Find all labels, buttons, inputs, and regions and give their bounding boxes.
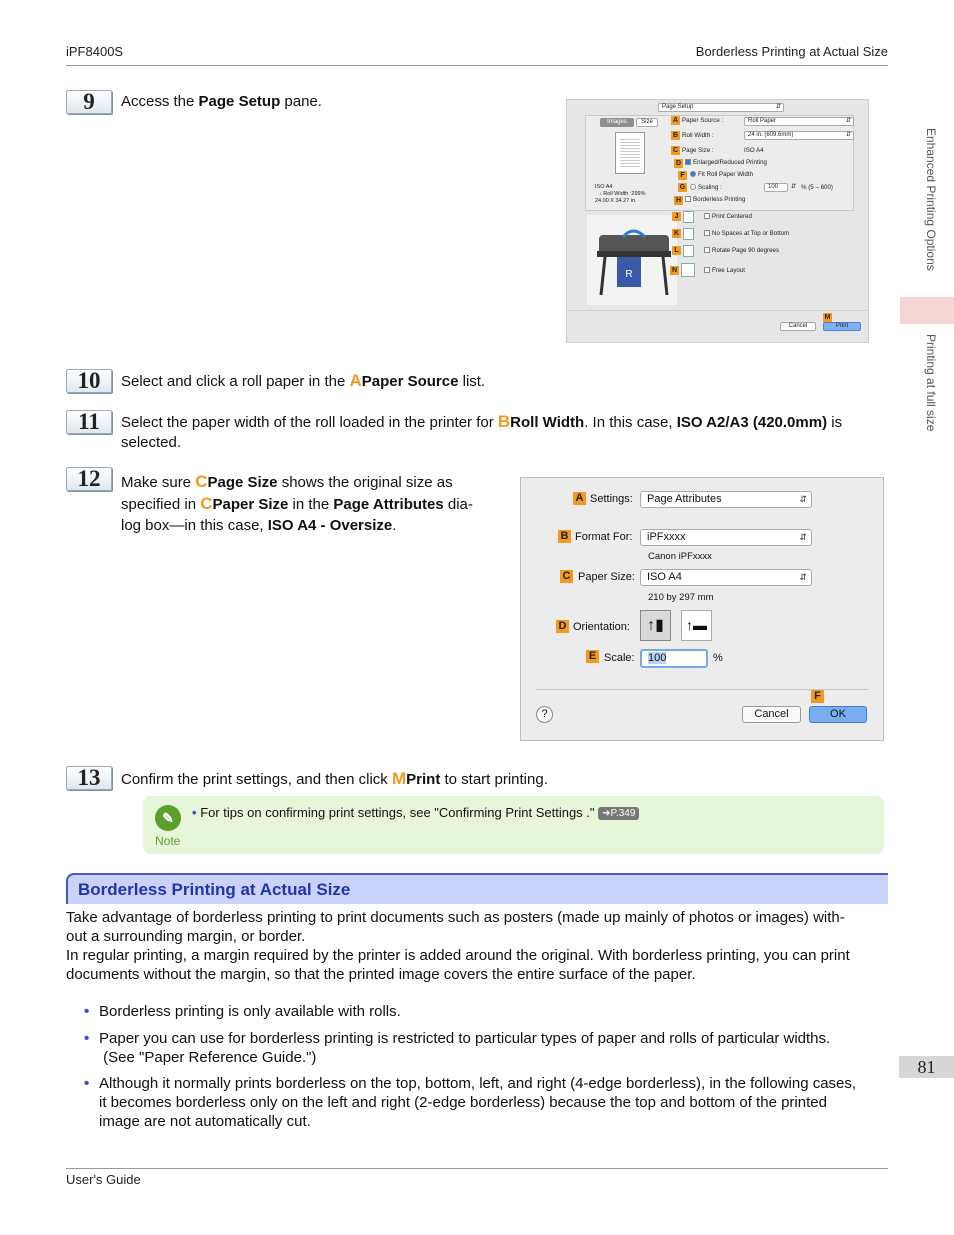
preview-info-line: Roll Width :299% — [603, 191, 646, 197]
enlarged-reduced-checkbox[interactable] — [685, 159, 767, 167]
borderless-checkbox[interactable] — [685, 196, 745, 204]
step-bold-term: Print — [406, 771, 441, 788]
no-spaces-checkbox[interactable] — [704, 230, 789, 238]
section-title: Borderless Printing at Actual Size — [78, 880, 351, 899]
help-button[interactable]: ? — [536, 706, 553, 723]
callout-letter: E — [586, 650, 599, 663]
ok-button[interactable]: OK — [809, 706, 867, 723]
note-body: For tips on confirming print settings, see "Confirming Print Settings ." — [200, 805, 595, 820]
borderless-label: Borderless Printing — [693, 196, 746, 203]
scale-input[interactable] — [640, 649, 708, 668]
callout-letter: F — [811, 690, 824, 703]
step-text — [121, 371, 485, 392]
step-number: 9 — [66, 90, 112, 114]
step-text — [121, 412, 888, 453]
scale-label: Scale: — [604, 652, 635, 664]
page-number: 81 — [899, 1056, 954, 1078]
paper-size-value: ISO A4 — [647, 571, 682, 583]
format-for-select[interactable] — [640, 529, 812, 546]
divider — [567, 310, 868, 311]
step-text-part: . — [392, 517, 397, 534]
callout-letter: N — [671, 267, 678, 274]
orientation-label: Orientation: — [573, 621, 630, 633]
step-text-part: Access the — [121, 93, 199, 110]
step-bold-term: ISO A4 - Oversize — [267, 517, 393, 534]
callout-letter: J — [672, 212, 681, 221]
step-text-part: log box—in this case, — [121, 517, 268, 534]
paper-size-select[interactable] — [640, 569, 812, 586]
step-text — [121, 92, 322, 112]
preview-info: ISO A4 ↓ Roll Width :299% 24.00 X 34.27 in. — [595, 184, 646, 204]
step-text-part: shows the original size as — [277, 474, 453, 491]
rotate-page-icon — [683, 245, 694, 257]
settings-label: Settings: — [590, 493, 633, 505]
print-button[interactable]: Print — [823, 322, 861, 331]
format-for-detail: Canon iPFxxxx — [648, 551, 712, 562]
tab-size[interactable]: Size — [636, 118, 658, 127]
checkbox-icon — [685, 196, 691, 202]
step-text-part: Select the paper width of the roll loaded in the printer for — [121, 414, 498, 431]
callout-letter: C — [672, 147, 679, 154]
checkbox-icon — [704, 267, 710, 273]
settings-select[interactable] — [640, 491, 812, 508]
cancel-button[interactable]: Cancel — [742, 706, 801, 723]
scaling-radio[interactable] — [690, 184, 722, 192]
paper-source-value: Roll Paper — [748, 118, 777, 124]
list-item-text — [99, 1029, 889, 1067]
scale-unit: % — [713, 652, 723, 664]
roll-width-value: 24 in. (609.6mm) — [748, 132, 794, 138]
portrait-icon: ↑▮ — [647, 617, 664, 634]
paper-size-label: Paper Size: — [578, 571, 635, 583]
fit-roll-width-label: Fit Roll Paper Width — [698, 171, 754, 178]
header-rule — [66, 65, 888, 66]
page-preview — [615, 132, 645, 174]
callout-letter: G — [679, 184, 686, 191]
landscape-icon: ↑▬ — [686, 617, 707, 633]
step-text-part: Select and click a roll paper in the — [121, 373, 350, 390]
list-item-line: image are not automatically cut. — [99, 1113, 311, 1130]
header-product: iPF8400S — [66, 44, 124, 59]
checkbox-icon — [704, 230, 710, 236]
callout-letter: M — [824, 314, 831, 321]
callout-letter: A — [573, 492, 586, 505]
page-reference-link[interactable]: ➔P.349 — [598, 807, 639, 820]
list-item-text: Borderless printing is only available with rolls. — [99, 1003, 401, 1020]
paragraph-line: Take advantage of borderless printing to print documents such as posters (made up mainly of photos or images) with- — [66, 909, 845, 926]
step-text-part: . In this case, — [584, 414, 677, 431]
callout-letter: B — [558, 530, 571, 543]
pane-select[interactable]: Page Setup ⇵ — [658, 103, 784, 112]
radio-icon — [690, 171, 696, 177]
print-centered-label: Print Centered — [712, 213, 752, 220]
callout-letter: C — [200, 494, 213, 513]
print-centered-icon — [683, 211, 694, 223]
step-number: 13 — [66, 766, 112, 790]
page-size-value: ISO A4 — [744, 147, 764, 154]
bullet-dot: • — [84, 1075, 90, 1092]
list-item-line: (See "Paper Reference Guide.") — [99, 1049, 317, 1066]
paper-source-select[interactable]: Roll Paper ⇵ — [744, 117, 854, 126]
scaling-input[interactable]: 100 — [764, 183, 788, 192]
callout-letter: K — [673, 230, 680, 237]
step-text-part: selected. — [121, 434, 182, 451]
checkbox-icon — [704, 213, 710, 219]
callout-letter: H — [675, 197, 682, 204]
step-text-part: to start printing. — [440, 771, 548, 788]
step-text-part: Make sure — [121, 474, 196, 491]
callout-letter: L — [672, 246, 681, 255]
callout-letter: B — [497, 412, 511, 431]
list-item-line: it becomes borderless only on the left and right (2-edge borderless) because the top and bottom of the printed — [99, 1094, 827, 1111]
footer-rule — [66, 1168, 888, 1169]
step-number: 11 — [66, 410, 112, 434]
scale-value: 100 — [648, 652, 667, 664]
tab-images[interactable]: Images — [600, 118, 634, 127]
callout-letter: D — [675, 160, 682, 167]
page-setup-screenshot — [566, 99, 869, 343]
step-bold-term: Roll Width — [510, 414, 585, 431]
step-text — [121, 769, 548, 790]
no-spaces-icon — [683, 228, 694, 240]
paper-source-label: Paper Source : — [682, 117, 724, 124]
preview-info-line: ISO A4 — [595, 184, 613, 190]
format-for-value: iPFxxxx — [647, 531, 686, 543]
scaling-stepper[interactable]: ⇵ — [791, 183, 797, 190]
step-bold-term: ISO A2/A3 (420.0mm) — [676, 414, 828, 431]
step-bold-term: Page Size — [207, 474, 278, 491]
callout-letter: A — [672, 117, 679, 124]
callout-letter: B — [672, 132, 679, 139]
step-bold-term: Page Setup — [198, 93, 281, 110]
step-text-part: is — [827, 414, 843, 431]
free-layout-icon — [681, 263, 695, 277]
callout-letter: D — [556, 620, 569, 633]
enlarged-reduced-label: Enlarged/Reduced Printing — [693, 159, 767, 166]
callout-letter: C — [195, 472, 208, 491]
step-bold-term: Paper Size — [212, 496, 289, 513]
page-attributes-screenshot — [520, 477, 884, 741]
step-number: 10 — [66, 369, 112, 393]
radio-icon — [690, 184, 696, 190]
select-arrow-icon: ⇵ — [799, 572, 807, 582]
callout-letter: M — [391, 769, 407, 788]
print-centered-checkbox[interactable] — [704, 213, 752, 221]
rotate-page-checkbox[interactable] — [704, 247, 779, 255]
free-layout-checkbox[interactable] — [704, 267, 745, 275]
checkbox-icon — [704, 247, 710, 253]
select-arrow-icon: ⇵ — [799, 494, 807, 504]
settings-value: Page Attributes — [647, 493, 722, 505]
landscape-orientation-button[interactable] — [681, 610, 712, 641]
scaling-range: % (5 – 600) — [801, 184, 833, 191]
free-layout-label: Free Layout — [712, 267, 746, 274]
scaling-label: Scaling : — [698, 184, 722, 191]
step-text-part: Confirm the print settings, and then click — [121, 771, 392, 788]
side-chapter: Enhanced Printing Options — [924, 128, 938, 271]
rotate-page-label: Rotate Page 90 degrees — [712, 247, 780, 254]
fit-roll-width-radio[interactable] — [690, 171, 753, 179]
select-arrow-icon: ⇵ — [799, 532, 807, 542]
step-text-part: pane. — [280, 93, 322, 110]
side-tab-marker — [900, 297, 954, 324]
step-text-part: in the — [288, 496, 334, 513]
note-label: Note — [155, 834, 181, 848]
callout-letter: A — [349, 371, 362, 390]
paragraph-line: documents without the margin, so that the printed image covers the entire surface of the paper. — [66, 966, 696, 983]
paragraph-line: In regular printing, a margin required by the printer is added around the original. With borderless printing, you can print — [66, 947, 850, 964]
roll-width-select[interactable]: 24 in. (609.6mm) ⇵ — [744, 131, 854, 140]
paper-size-detail: 210 by 297 mm — [648, 592, 714, 603]
printer-image — [587, 215, 677, 305]
step-bold-term: Page Attributes — [333, 496, 444, 513]
callout-letter: F — [678, 171, 687, 180]
bullet-dot: • — [84, 1003, 90, 1020]
note-text — [192, 805, 639, 820]
list-item-line: Although it normally prints borderless on the top, bottom, left, and right (4-edge borderless), in the following cases, — [99, 1075, 857, 1092]
step-text — [121, 471, 511, 536]
section-heading — [66, 873, 888, 904]
paragraph-line: out a surrounding margin, or border. — [66, 928, 306, 945]
format-for-label: Format For: — [575, 531, 633, 543]
step-bold-term: Paper Source — [361, 373, 459, 390]
preview-info-line: 24.00 X 34.27 in. — [595, 198, 637, 204]
roll-width-label: Roll Width : — [682, 132, 714, 139]
footer-guide: User's Guide — [66, 1172, 141, 1187]
bullet-dot: • — [84, 1030, 90, 1047]
no-spaces-label: No Spaces at Top or Bottom — [712, 230, 790, 237]
step-text-part: list. — [458, 373, 486, 390]
pane-select-value: Page Setup — [662, 104, 694, 110]
page-size-label: Page Size : — [682, 147, 714, 154]
list-item-line: Paper you can use for borderless printing is restricted to particular types of paper and rolls of particular widths. — [99, 1030, 831, 1047]
callout-letter: C — [560, 570, 573, 583]
bullet-dot: • — [192, 805, 197, 820]
pencil-icon: ✎ — [155, 805, 181, 831]
step-number: 12 — [66, 467, 112, 491]
header-section-title: Borderless Printing at Actual Size — [695, 44, 888, 59]
portrait-orientation-button[interactable] — [640, 610, 671, 641]
cancel-button[interactable]: Cancel — [780, 322, 816, 331]
svg-text:R: R — [625, 269, 633, 280]
checkbox-icon — [685, 159, 691, 165]
step-text-part: dia- — [443, 496, 473, 513]
list-item-text — [99, 1074, 889, 1131]
step-text-part: specified in — [121, 496, 201, 513]
side-section: Printing at full size — [924, 334, 938, 432]
